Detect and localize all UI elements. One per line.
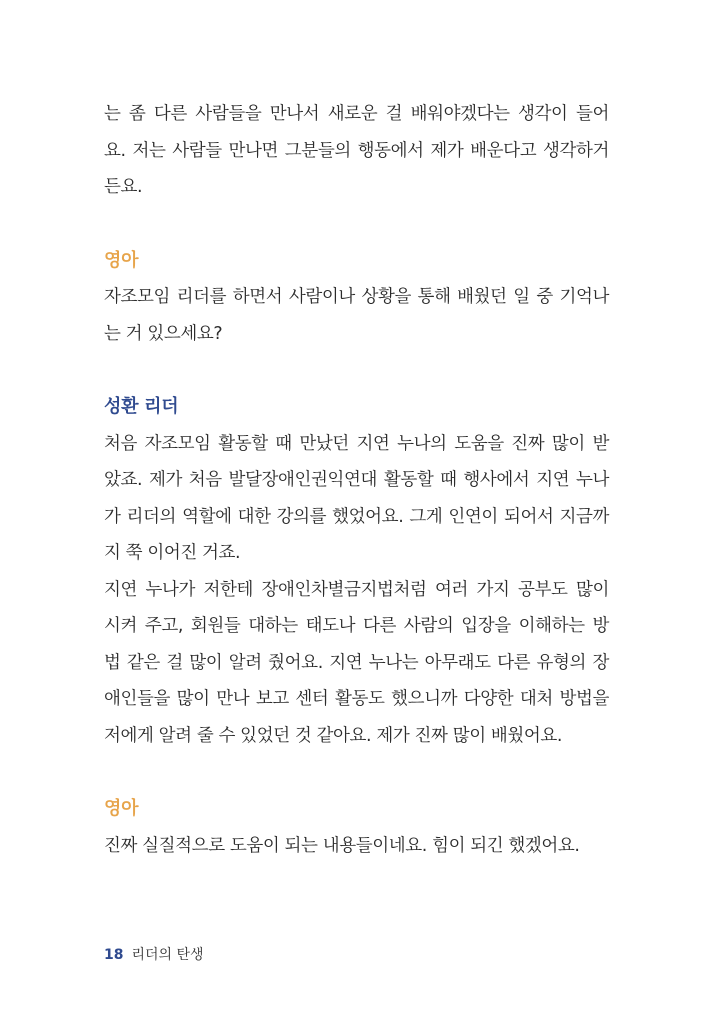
text-line: 자조모임 리더를 하면서 사람이나 상황을 통해 배웠던 일 중 기억나	[104, 287, 609, 307]
text-line: 가 리더의 역할에 대한 강의를 했었어요. 그게 인연이 되어서 지금까	[104, 506, 609, 527]
text-line: 진짜 실질적으로 도움이 되는 내용들이네요. 힘이 되긴 했겠어요.	[104, 835, 580, 856]
paragraph-continuation	[104, 96, 609, 206]
text-line: 지연 누나가 저한테 장애인차별금지법처럼 여러 가지 공부도 많이	[104, 579, 609, 600]
speaker-label-leader: 성환 리더	[104, 396, 179, 417]
dialogue-block-leader	[104, 389, 609, 754]
page-body	[104, 96, 609, 864]
page-number: 18	[104, 947, 124, 963]
text-line: 법 같은 걸 많이 알려 줬어요. 지연 누나는 아무래도 다른 유형의 장	[104, 652, 609, 673]
text-line: 는 좀 다른 사람들을 만나서 새로운 걸 배워야겠다는 생각이 들어	[104, 104, 609, 124]
text-line: 요. 저는 사람들 만나면 그분들의 행동에서 제가 배운다고 생각하거	[104, 140, 609, 161]
dialogue-block-youngah-2	[104, 791, 609, 864]
running-title: 리더의 탄생	[131, 947, 204, 963]
text-line: 저에게 알려 줄 수 있었던 것 같아요. 제가 진짜 많이 배웠어요.	[104, 725, 563, 746]
speaker-label-youngah: 영아	[104, 798, 139, 819]
dialogue-block-youngah-1	[104, 243, 609, 353]
text-line: 든요.	[104, 177, 143, 197]
text-line: 지 쭉 이어진 거죠.	[104, 543, 241, 563]
text-line: 처음 자조모임 활동할 때 만났던 지연 누나의 도움을 진짜 많이 받	[104, 433, 609, 454]
text-line: 시켜 주고, 회원들 대하는 태도나 다른 사람의 입장을 이해하는 방	[104, 616, 609, 636]
text-line: 애인들을 많이 만나 보고 센터 활동도 했으니까 다양한 대처 방법을	[104, 689, 609, 709]
page-footer	[104, 944, 204, 964]
text-line: 는 거 있으세요?	[104, 323, 223, 344]
text-line: 았죠. 제가 처음 발달장애인권익연대 활동할 때 행사에서 지연 누나	[104, 470, 609, 490]
speaker-label-youngah: 영아	[104, 249, 139, 271]
